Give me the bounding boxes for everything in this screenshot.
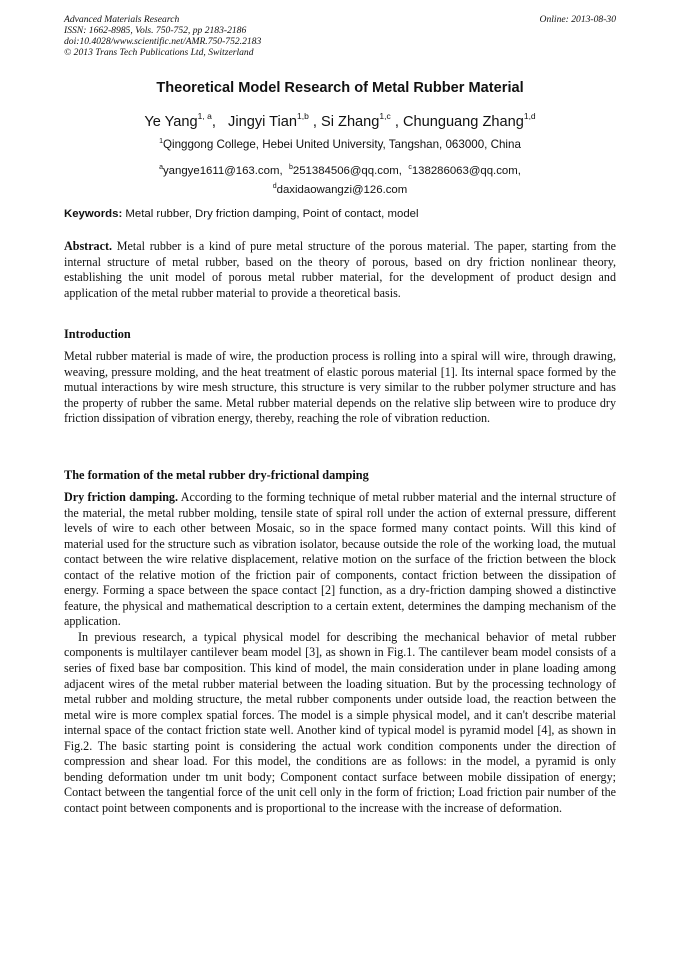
author-affiliation-mark: 1,c bbox=[379, 111, 391, 121]
author-separator: , bbox=[390, 113, 403, 130]
author-separator: , bbox=[308, 113, 321, 130]
issn-line: ISSN: 1662-8985, Vols. 750-752, pp 2183-2186 bbox=[64, 25, 247, 36]
section-heading-formation: The formation of the metal rubber dry-frictional damping bbox=[64, 468, 369, 482]
author-affiliation-mark: 1,b bbox=[297, 111, 309, 121]
email-link[interactable]: 251384506@qq.com, bbox=[292, 164, 402, 177]
introduction-paragraph: Metal rubber material is made of wire, the production process is rolling into a spiral will wire, through drawing, weaving, pressure molding, and the heat treatment of elastic porous material [1]. Its internal space formed by the mutual interactions by wire mesh structure, this structure is very similar to the rubber polymer structure and has the property of rubber the same. Metal rubber material depends on the relative slip between wire to produce dry friction dissipation of vibration energy, thereby, reaching the role of vibration reduction. bbox=[64, 349, 616, 426]
affiliation bbox=[64, 138, 616, 151]
affiliation-text: Qinggong College, Hebei United University, Tangshan, 063000, China bbox=[162, 138, 521, 151]
section2-paragraphs bbox=[64, 490, 616, 816]
email-mark: b bbox=[288, 164, 293, 171]
paragraph: In previous research, a typical physical model for describing the mechanical behavior of metal rubber components is multilayer cantilever beam model [3], as shown in Fig.1. The cantilever beam model consists of a series of fixed base bar composition. This kind of model, the main consideration under in plane loading among adjacent wires of the metal rubber material between the loading situation. But by the processing technology of metal rubber and molding structure, the metal rubber components under outside load, the reaction between the metal wire is more complex spatial forces. The model is a simple physical model, and it can't describe material internal space of the contact friction state well. Another kind of typical model is pyramid model [4], as shown in Fig.2. The basic starting point is considering the actual work condition components under the direction of compression and shear load. For this model, the conditions are as follows: in the model, a pyramid is only bending deformation under tm unit body; Component contact surface between mobile dissipation of energy; Contact between the tangential force of the unit cell only in the form of friction; Load friction pair number of the contact point between components and is proportional to the increase with the increase of deformation. bbox=[64, 629, 616, 815]
email-link[interactable]: 138286063@qq.com, bbox=[411, 164, 521, 177]
paper-title: Theoretical Model Research of Metal Rubber Material bbox=[156, 80, 524, 96]
section-heading-introduction: Introduction bbox=[64, 327, 131, 341]
email-link[interactable]: daxidaowangzi@126.com bbox=[276, 183, 408, 196]
author-name: Jingyi Tian bbox=[228, 113, 297, 130]
affiliation-mark: 1 bbox=[159, 138, 163, 146]
author-affiliation-mark: 1,d bbox=[523, 111, 536, 121]
paragraph-text: According to the forming technique of metal rubber material and the internal structure of the material, the metal rubber molding, tensile state of spiral roll under the action of external pressure, different levels of wire to each other between Mosaic, so in the space formed many contact points. Will this kind of material used for the structure such as vibration isolator, because outside the role of the working load, the mutual contact between the wire relative displacement, relative motion on the surface of the friction between the block contact of the relative motion of the friction pair of components, contact friction between the dissipation of energy. Forming a space between the space contact [2] function, as a dry-friction damping showed a distinctive feature, the physical and mathematical description to a certain extent, determines the damping mechanism of the application. bbox=[64, 490, 616, 629]
journal-name: Advanced Materials Research bbox=[64, 14, 180, 25]
author-name: Ye Yang bbox=[144, 113, 198, 130]
author-name: Chunguang Zhang bbox=[402, 113, 524, 130]
abstract bbox=[64, 239, 616, 301]
paragraph bbox=[64, 490, 616, 630]
email-mark: a bbox=[159, 164, 163, 171]
author-name: Si Zhang bbox=[321, 113, 380, 130]
email-mark: d bbox=[272, 182, 277, 190]
journal-header bbox=[64, 14, 616, 58]
keywords bbox=[64, 208, 616, 220]
abstract-text: Metal rubber is a kind of pure metal structure of the porous material. The paper, starting from the internal structure of metal rubber, based on the theory of porous, based on dry friction nonlinear theory, establishing the unit model of porous metal rubber material, for the development of product design and application of the metal rubber material to provide a theoretical basis. bbox=[64, 239, 616, 300]
email-link[interactable]: yangye1611@163.com, bbox=[162, 164, 283, 177]
author-emails bbox=[64, 160, 616, 198]
doi-line: doi:10.4028/www.scientific.net/AMR.750-752.2183 bbox=[64, 36, 262, 47]
author-affiliation-mark: 1, a bbox=[197, 111, 212, 121]
online-date: Online: 2013-08-30 bbox=[539, 14, 616, 25]
abstract-label: Abstract. bbox=[64, 239, 113, 253]
email-mark: c bbox=[408, 164, 412, 171]
copyright-line: © 2013 Trans Tech Publications Ltd, Switzerland bbox=[64, 47, 254, 58]
paragraph-runin-heading: Dry friction damping. bbox=[64, 490, 178, 504]
keywords-text: Metal rubber, Dry friction damping, Point of contact, model bbox=[125, 208, 419, 220]
author-separator: , bbox=[211, 113, 224, 130]
keywords-label: Keywords: bbox=[64, 208, 123, 220]
author-list bbox=[64, 112, 616, 130]
